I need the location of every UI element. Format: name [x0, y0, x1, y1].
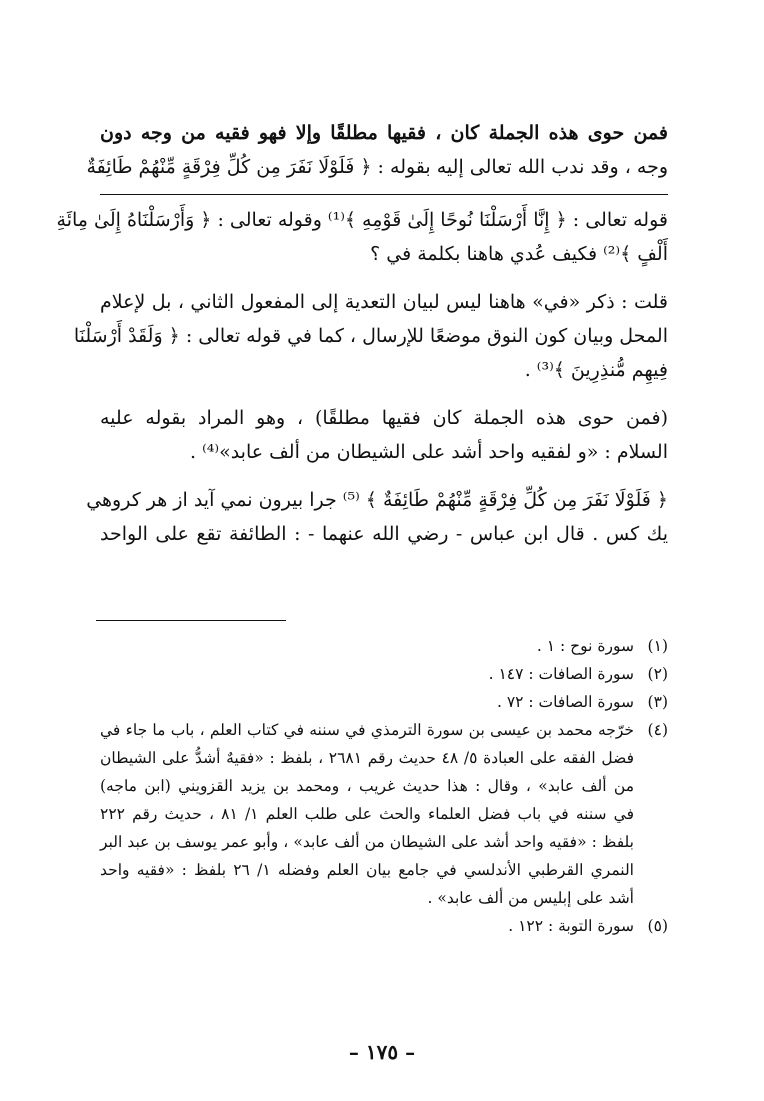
- footnote-number: (٤): [647, 721, 668, 739]
- footnote-number: (٥): [647, 917, 668, 935]
- footnote-2: [100, 660, 668, 688]
- footnote-3: [100, 688, 668, 716]
- footnote-text: سورة نوح : ١ .: [536, 637, 634, 655]
- text-line: فمن حوى هذه الجملة كان ، فقيها مطلقًا وإلا فهو فقيه من وجه دون: [100, 122, 668, 144]
- footnote-number: (٣): [647, 693, 668, 711]
- text-line: (فمن حوى هذه الجملة كان فقيها مطلقًا) ، وهو المراد بقوله عليه: [100, 407, 668, 429]
- paragraph-2: [56, 203, 668, 271]
- footnote-text: بلفظ : «فقيه واحد أشد على الشيطان من ألف عابد» ، وأبو عمر يوسف بن عبد البر: [100, 833, 634, 851]
- footnote-divider: [96, 620, 286, 621]
- text-line: أَلْفٍ ﴾⁽²⁾ فكيف عُدي هاهنا بكلمة في ؟: [370, 243, 668, 265]
- footnote-number: (١): [647, 637, 668, 655]
- page-number: – ١٧٥ –: [348, 1040, 416, 1064]
- paragraph-4: [100, 401, 668, 469]
- text-line: السلام : «و لفقيه واحد أشد على الشيطان من ألف عابد»⁽⁴⁾ .: [190, 441, 668, 463]
- footnote-text: أشد على إبليس من ألف عابد» .: [427, 889, 634, 907]
- footnote-1: [100, 632, 668, 660]
- paragraph-1: [86, 116, 668, 184]
- footnote-text: سورة التوبة : ١٢٢ .: [508, 917, 634, 935]
- footnote-text: سورة الصافات : ١٤٧ .: [488, 665, 634, 683]
- text-line: يك كس . قال ابن عباس - رضي الله عنهما - : الطائفة تقع على الواحد: [100, 523, 668, 545]
- main-text: [56, 116, 668, 551]
- text-line: وجه ، وقد ندب الله تعالى إليه بقوله : ﴿ فَلَوْلَا نَفَرَ مِن كُلِّ فِرْقَةٍ مِّنْهُمْ طَائِفَةٌ: [86, 156, 668, 178]
- footnote-text: في سننه في باب فضل العلماء والحث على طلب العلم ١/ ٨١ ، حديث رقم ٢٢٢: [100, 805, 634, 823]
- section-divider: [100, 194, 668, 195]
- footnote-5: [100, 912, 668, 940]
- footnote-4: [100, 716, 668, 912]
- text-line: فِيهِم مُّنذِرِينَ ﴾⁽³⁾ .: [524, 359, 668, 381]
- text-line: قلت : ذكر «في» هاهنا ليس لبيان التعدية إلى المفعول الثاني ، بل لإعلام: [100, 291, 668, 313]
- text-line: قوله تعالى : ﴿ إِنَّا أَرْسَلْنَا نُوحًا إِلَىٰ قَوْمِهِ ﴾⁽¹⁾ وقوله تعالى : ﴿ وَأَرْسَلْنَاهُ إِلَىٰ مِائَةِ: [56, 209, 668, 231]
- text-line: ﴿ فَلَوْلَا نَفَرَ مِن كُلِّ فِرْقَةٍ مِّنْهُمْ طَائِفَةٌ ﴾ ⁽⁵⁾ جرا بيرون نمي آيد از هر كروهي: [86, 489, 668, 511]
- footnote-text: سورة الصافات : ٧٢ .: [496, 693, 634, 711]
- paragraph-5: [86, 483, 668, 551]
- footnote-text: النمري القرطبي الأندلسي في جامع بيان العلم وفضله ١/ ٢٦ بلفظ : «فقيه واحد: [100, 861, 634, 879]
- footnote-text: خرّجه محمد بن عيسى بن سورة الترمذي في سننه في كتاب العلم ، باب ما جاء في: [100, 721, 634, 739]
- footnotes: [100, 632, 668, 940]
- footnote-text: فضل الفقه على العبادة ٥/ ٤٨ حديث رقم ٢٦٨١ ، بلفظ : «فقيهٌ أشدُّ على الشيطان: [100, 749, 635, 767]
- text-line: المحل وبيان كون النوق موضعًا للإرسال ، كما في قوله تعالى : ﴿ وَلَقَدْ أَرْسَلْنَا: [73, 325, 668, 347]
- footnote-number: (٢): [647, 665, 668, 683]
- paragraph-3: [73, 285, 668, 387]
- footnote-text: من ألف عابد» ، وقال : هذا حديث غريب ، ومحمد بن يزيد القزويني (ابن ماجه): [100, 777, 634, 795]
